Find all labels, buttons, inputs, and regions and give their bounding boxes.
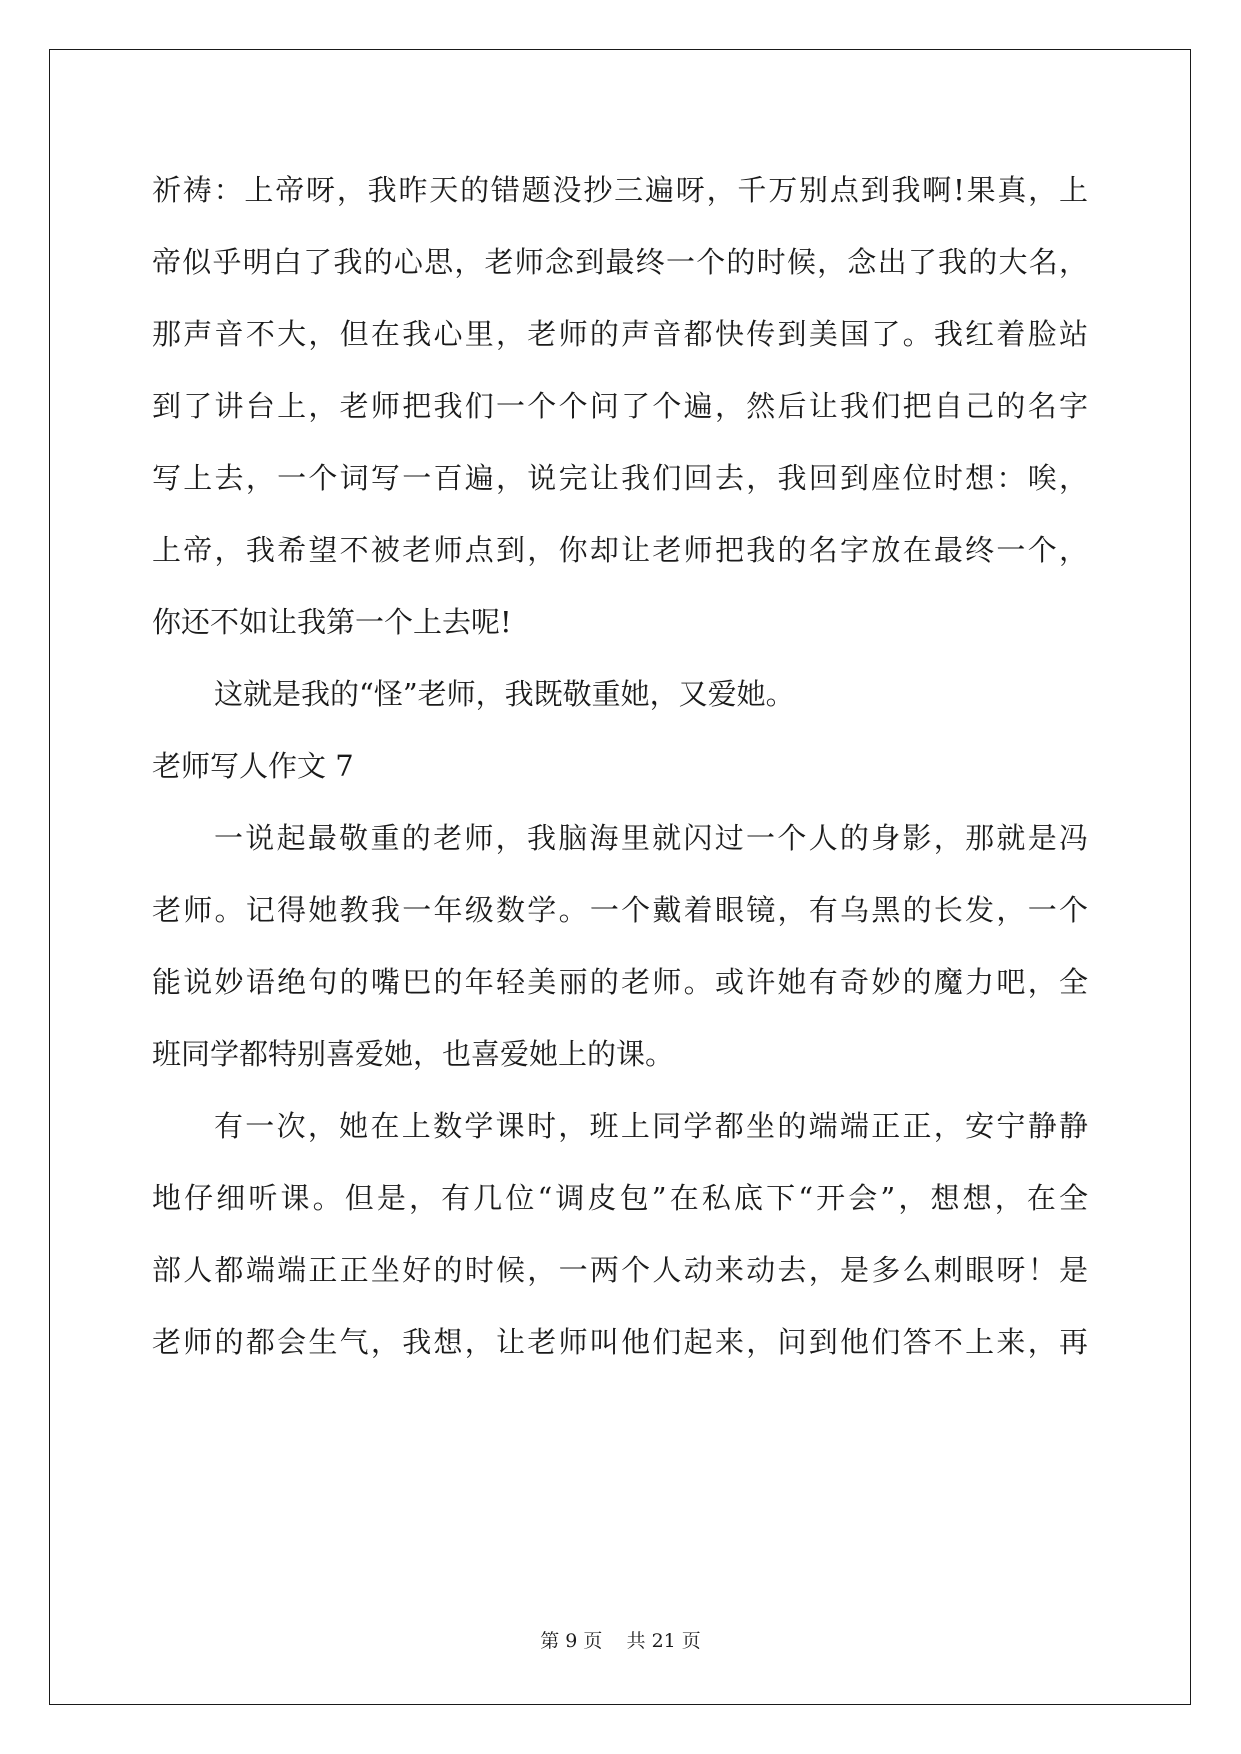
text-line: 老师。记得她教我一年级数学。一个戴着眼镜，有乌黑的长发，一个 [152,893,1088,927]
text-line: 老师的都会生气，我想，让老师叫他们起来，问到他们答不上来，再 [152,1325,1088,1359]
text-line: 写上去，一个词写一百遍，说完让我们回去，我回到座位时想：唉， [152,461,1088,495]
paragraph-first-line: 有一次，她在上数学课时，班上同学都坐的端端正正，安宁静静 [214,1109,1088,1143]
text-line: 班同学都特别喜爱她，也喜爱她上的课。 [152,1037,675,1071]
paragraph-first-line: 这就是我的“怪”老师，我既敬重她，又爱她。 [214,677,795,711]
text-line: 部人都端端正正坐好的时候，一两个人动来动去，是多么刺眼呀！是 [152,1253,1088,1287]
text-line: 上帝，我希望不被老师点到，你却让老师把我的名字放在最终一个， [152,533,1088,567]
paragraph-first-line: 一说起最敬重的老师，我脑海里就闪过一个人的身影，那就是冯 [214,821,1088,855]
text-line: 祈祷：上帝呀，我昨天的错题没抄三遍呀，千万别点到我啊!果真，上 [152,173,1088,207]
text-line: 地仔细听课。但是，有几位“调皮包”在私底下“开会”，想想，在全 [152,1181,1088,1215]
page-number: 第 9 页 共 21 页 [540,1630,701,1652]
text-line: 到了讲台上，老师把我们一个个问了个遍，然后让我们把自己的名字 [152,389,1088,423]
text-line: 帝似乎明白了我的心思，老师念到最终一个的时候，念出了我的大名， [152,245,1088,279]
section-heading: 老师写人作文 7 [152,749,354,783]
text-line: 你还不如让我第一个上去呢! [152,605,512,639]
page-border [49,49,1191,1705]
text-line: 能说妙语绝句的嘴巴的年轻美丽的老师。或许她有奇妙的魔力吧，全 [152,965,1088,999]
text-line: 那声音不大，但在我心里，老师的声音都快传到美国了。我红着脸站 [152,317,1088,351]
